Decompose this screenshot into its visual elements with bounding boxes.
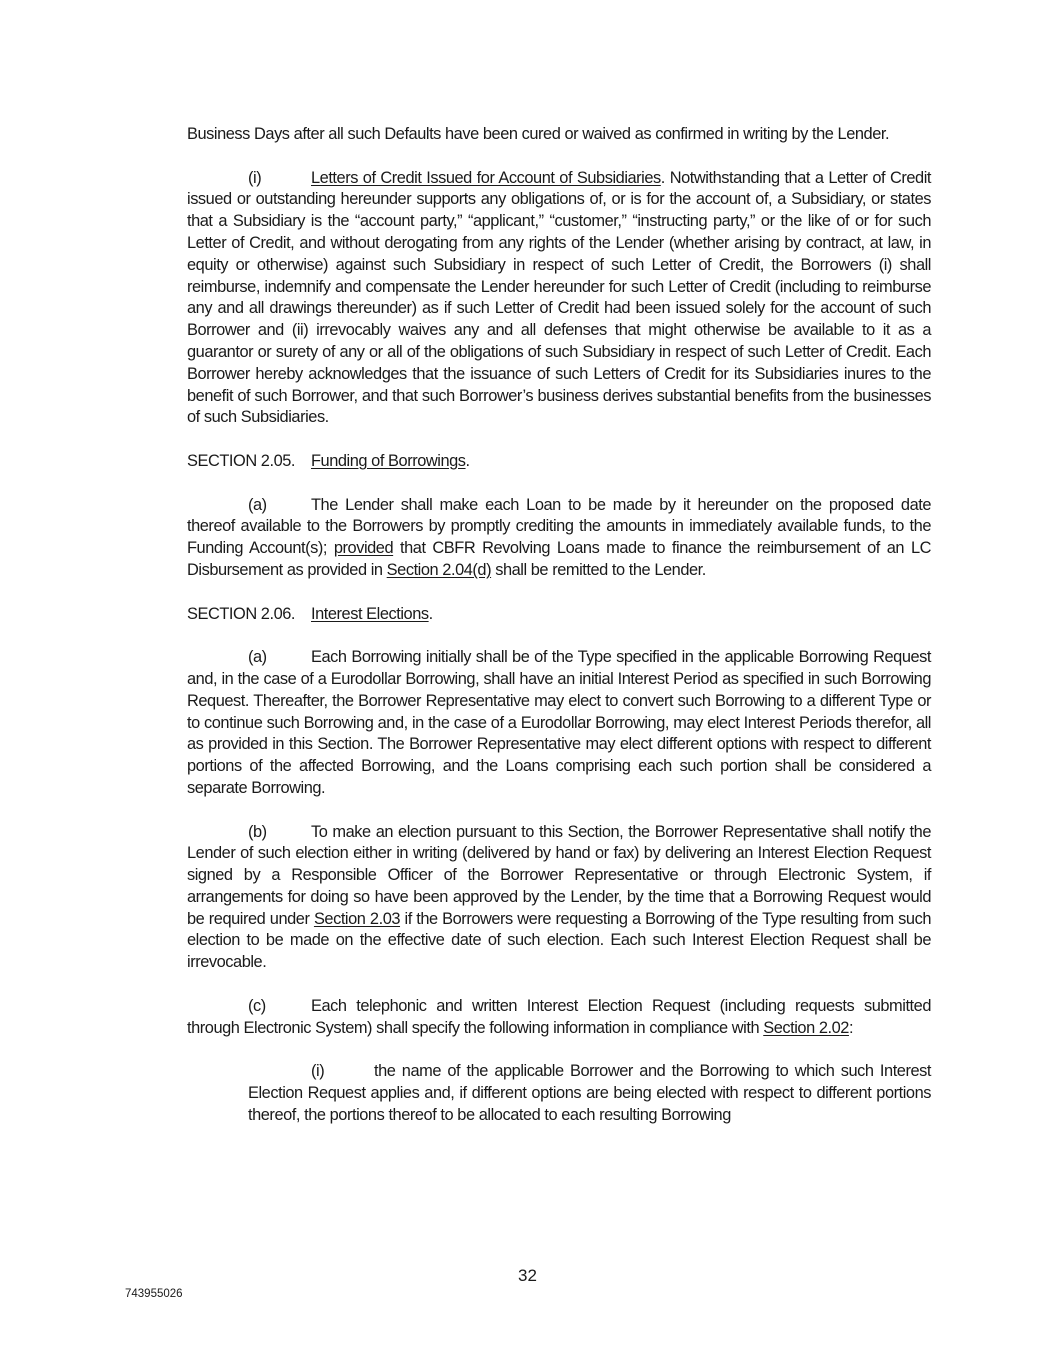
section-reference-link[interactable]: Section 2.03 <box>313 909 401 928</box>
section-2-06-heading: SECTION 2.06. Interest Elections. <box>187 604 931 626</box>
subsection-label: (b) <box>248 822 267 841</box>
subsection-label: (a) <box>248 495 267 514</box>
section-2-05-heading: SECTION 2.05. Funding of Borrowings. <box>187 451 931 473</box>
document-body <box>187 124 931 1148</box>
subsection-label: (a) <box>248 648 267 667</box>
provided-term: provided <box>333 539 394 558</box>
section-2-05-a: (a) The Lender shall make each Loan to be made by it hereunder on the proposed date thereof available to the Borrowers by promptly crediting the amounts in immediately available funds, to the Funding Account(s); provided that CBFR Revolving Loans made to finance the reimbursement of an LC Disbursement as provided in Section 2.04(d) shall be remitted to the Lender. <box>187 495 931 579</box>
subsection-label: (c) <box>248 996 266 1015</box>
section-2-06-c-i: (i) the name of the applicable Borrower and the Borrowing to which such Interest Election Request applies and, if different options are being elected with respect to different portions thereof, the portions thereof to be allocated to each resulting Borrowing <box>248 1062 931 1124</box>
section-reference-link[interactable]: Section 2.04(d) <box>386 560 492 579</box>
subsection-label: (i) <box>248 168 262 187</box>
section-reference-link[interactable]: Section 2.02 <box>763 1018 849 1037</box>
subsection-2-04-i: (i) Letters of Credit Issued for Account of Subsidiaries. Notwithstanding that a Letter of Credit issued or outstanding hereunder supports any obligations of, or is for the account of, a Subsidiary, or states that a Subsidiary is the “account party,” “applicant,” “customer,” “instructing party,” or the like of or for such Letter of Credit, and without derogating from any rights of the Lender (whether arising by contract, at law, in equity or otherwise) against such Subsidiary in respect of such Letter of Credit, the Borrowers (i) shall reimburse, indemnify and compensate the Lender hereunder for such Letter of Credit (including to reimburse any and all drawings thereunder) as if such Letter of Credit had been issued solely for the account of such Borrower and (ii) irrevocably waives any and all defenses that might otherwise be available to it as a guarantor or surety of any or all of the obligations of such Subsidiary in respect of such Letter of Credit. Each Borrower hereby acknowledges that the issuance of such Letters of Credit for its Subsidiaries inures to the benefit of such Borrower, and that such Borrower’s business derives substantial benefits from the businesses of such Subsidiaries. <box>187 168 931 427</box>
section-2-06-b: (b) To make an election pursuant to this Section, the Borrower Representative shall notify the Lender of such election either in writing (delivered by hand or fax) by delivering an Interest Election Request signed by a Responsible Officer of the Borrower Representative or through Electronic System, if arrangements for doing so have been approved by the Lender, by the time that a Borrowing Request would be required under Section 2.03 if the Borrowers were requesting a Borrowing of the Type resulting from such election to be made on the effective date of such election. Each such Interest Election Request shall be irrevocable. <box>187 822 931 972</box>
continuation-paragraph <box>187 124 931 146</box>
section-title: Funding of Borrowings <box>311 451 466 470</box>
section-2-06-c: (c) Each telephonic and written Interest Election Request (including requests submitted through Electronic System) shall specify the following information in compliance with Section 2.02: <box>187 996 931 1037</box>
page-number: 32 <box>518 1266 537 1285</box>
document-id: 743955026 <box>125 1288 183 1300</box>
continuation-text: Business Days after all such Defaults have been cured or waived as confirmed in writing by the Lender. <box>187 125 890 143</box>
subsection-text: Notwithstanding that a Letter of Credit issued or outstanding hereunder supports any obligations of, or is for the account of, a Subsidiary, or states that a Subsidiary is the “account party,” “applicant,” “customer,” “instructing party,” or the like of or for such Letter of Credit, and without derogating from any rights of the Lender (whether arising by contract, at law, in equity or otherwise) against such Subsidiary in respect of such Letter of Credit, the Borrowers (i) shall reimburse, indemnify and compensate the Lender hereunder for such Letter of Credit (including to reimburse any and all drawings thereunder) as if such Letter of Credit had been issued solely for the account of such Borrower and (ii) irrevocably waives any and all defenses that might otherwise be available to it as a guarantor or surety of any or all of the obligations of such Subsidiary in respect of such Letter of Credit. Each Borrower hereby acknowledges that the issuance of such Letters of Credit for its Subsidiaries inures to the benefit of such Borrower, and that such Borrower’s business derives substantial benefits from the businesses of such Subsidiaries. <box>187 168 931 427</box>
section-2-06-a: (a) Each Borrowing initially shall be of the Type specified in the applicable Borrowing Request and, in the case of a Eurodollar Borrowing, shall have an initial Interest Period as specified in such Borrowing Request. Thereafter, the Borrower Representative may elect to convert such Borrowing to a different Type or to continue such Borrowing and, in the case of a Eurodollar Borrowing, may elect Interest Periods therefor, all as provided in this Section. The Borrower Representative may elect different options with respect to different portions of the affected Borrowing, and the Loans comprising each such portion shall be considered a separate Borrowing. <box>187 648 931 797</box>
section-number: SECTION 2.05. <box>187 451 296 470</box>
section-number: SECTION 2.06. <box>187 604 296 623</box>
section-title: Interest Elections <box>311 604 429 623</box>
clause-label: (i) <box>311 1062 325 1081</box>
subsection-heading: Letters of Credit Issued for Account of Subsidiaries <box>311 168 661 187</box>
